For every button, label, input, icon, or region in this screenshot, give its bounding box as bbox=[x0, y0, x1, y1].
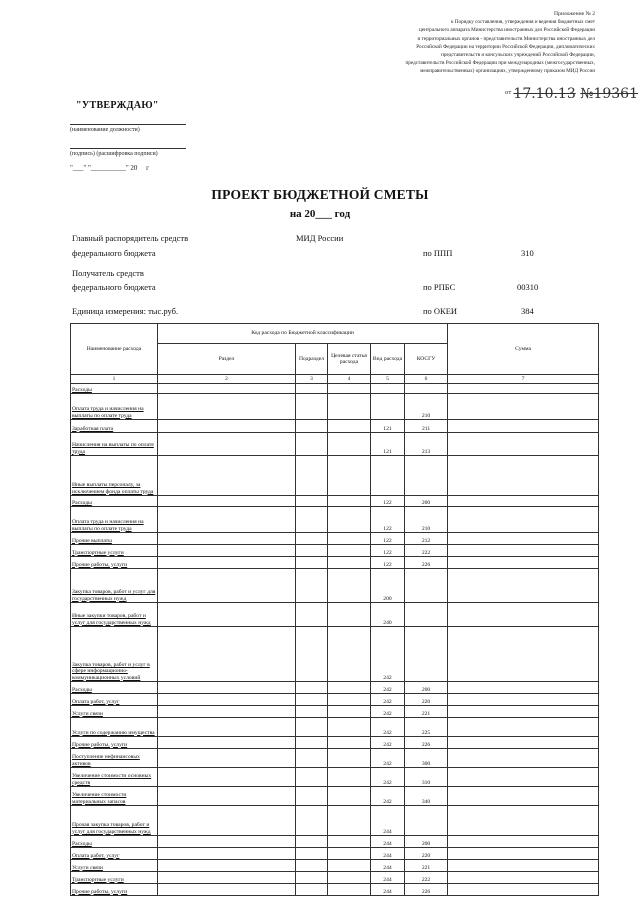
row-name-cell bbox=[71, 749, 158, 768]
row-name-cell bbox=[71, 627, 158, 682]
row-name-cell bbox=[71, 787, 158, 806]
row-subsection-cell bbox=[296, 507, 328, 533]
column-number: 7 bbox=[448, 375, 599, 384]
rpbs-label: по РПБС bbox=[423, 282, 456, 292]
row-sum-cell bbox=[448, 768, 599, 787]
row-kosgu-cell: 225 bbox=[405, 718, 448, 737]
row-kosgu-cell bbox=[405, 569, 448, 603]
row-kosgu-cell: 211 bbox=[405, 420, 448, 433]
row-target-cell bbox=[328, 836, 371, 848]
row-target-cell bbox=[328, 749, 371, 768]
row-expense-type-cell: 122 bbox=[371, 496, 405, 507]
row-sum-cell bbox=[448, 507, 599, 533]
row-sum-cell bbox=[448, 384, 599, 394]
header-kosgu: КОСГУ bbox=[405, 344, 448, 375]
recipient-label-2: федерального бюджета bbox=[72, 282, 156, 292]
row-expense-type-cell: 242 bbox=[371, 682, 405, 694]
row-name-cell bbox=[71, 533, 158, 545]
row-section-cell bbox=[158, 718, 296, 737]
row-section-cell bbox=[158, 848, 296, 860]
document-title: ПРОЕКТ БЮДЖЕТНОЙ СМЕТЫ bbox=[211, 187, 429, 202]
row-kosgu-cell: 340 bbox=[405, 787, 448, 806]
row-sum-cell bbox=[448, 848, 599, 860]
appendix-line: межправительственных) организациях, утвержденному приказом МИД России bbox=[420, 68, 595, 75]
table-row bbox=[71, 557, 599, 569]
row-target-cell bbox=[328, 737, 371, 749]
row-target-cell bbox=[328, 603, 371, 627]
row-subsection-cell bbox=[296, 706, 328, 718]
column-number: 3 bbox=[296, 375, 328, 384]
row-name-cell bbox=[71, 706, 158, 718]
row-sum-cell bbox=[448, 806, 599, 836]
row-sum-cell bbox=[448, 884, 599, 896]
order-date: 17.10.13 bbox=[513, 86, 576, 102]
row-section-cell bbox=[158, 456, 296, 496]
row-expense-type-cell: 240 bbox=[371, 603, 405, 627]
row-target-cell bbox=[328, 884, 371, 896]
column-number: 5 bbox=[371, 375, 405, 384]
signature-caption: (подпись) (расшифровка подписи) bbox=[70, 151, 158, 157]
table-row bbox=[71, 682, 599, 694]
row-name-text: Закупка товаров, работ и услуг в сфере информационно-коммуникационных условий bbox=[72, 661, 150, 681]
row-expense-type-cell: 242 bbox=[371, 749, 405, 768]
row-section-cell bbox=[158, 737, 296, 749]
table-row bbox=[71, 806, 599, 836]
row-kosgu-cell: 221 bbox=[405, 706, 448, 718]
row-sum-cell bbox=[448, 420, 599, 433]
row-expense-type-cell: 244 bbox=[371, 860, 405, 872]
row-name-cell bbox=[71, 768, 158, 787]
table-row bbox=[71, 884, 599, 896]
row-subsection-cell bbox=[296, 737, 328, 749]
row-name-text: Иные закупки товаров, работ и услуг для государственных нужд bbox=[72, 613, 151, 626]
row-name-text: Расходы bbox=[72, 386, 92, 393]
row-subsection-cell bbox=[296, 872, 328, 884]
row-subsection-cell bbox=[296, 496, 328, 507]
row-kosgu-cell bbox=[405, 603, 448, 627]
table-row bbox=[71, 545, 599, 557]
row-kosgu-cell: 212 bbox=[405, 533, 448, 545]
table-row bbox=[71, 787, 599, 806]
row-sum-cell bbox=[448, 872, 599, 884]
row-kosgu-cell bbox=[405, 806, 448, 836]
okei-label: по ОКЕИ bbox=[423, 306, 458, 316]
row-section-cell bbox=[158, 394, 296, 420]
row-target-cell bbox=[328, 496, 371, 507]
row-subsection-cell bbox=[296, 749, 328, 768]
row-sum-cell bbox=[448, 557, 599, 569]
row-expense-type-cell: 244 bbox=[371, 836, 405, 848]
row-name-cell bbox=[71, 884, 158, 896]
row-name-cell bbox=[71, 848, 158, 860]
approval-date-line: "___" "__________" 20 г bbox=[70, 164, 150, 172]
row-name-text: Прочие работы, услуги bbox=[72, 741, 128, 748]
table-row bbox=[71, 860, 599, 872]
row-subsection-cell bbox=[296, 860, 328, 872]
row-subsection-cell bbox=[296, 384, 328, 394]
row-expense-type-cell bbox=[371, 456, 405, 496]
row-kosgu-cell: 200 bbox=[405, 836, 448, 848]
row-section-cell bbox=[158, 706, 296, 718]
table-row bbox=[71, 737, 599, 749]
row-kosgu-cell bbox=[405, 456, 448, 496]
position-caption: (наименование должности) bbox=[70, 127, 140, 133]
row-name-text: Начисления на выплаты по оплате труда bbox=[72, 442, 154, 455]
row-name-cell bbox=[71, 384, 158, 394]
row-name-cell bbox=[71, 557, 158, 569]
table-row bbox=[71, 433, 599, 456]
row-sum-cell bbox=[448, 860, 599, 872]
row-section-cell bbox=[158, 836, 296, 848]
row-target-cell bbox=[328, 806, 371, 836]
row-name-cell bbox=[71, 420, 158, 433]
row-section-cell bbox=[158, 420, 296, 433]
row-subsection-cell bbox=[296, 569, 328, 603]
table-row bbox=[71, 507, 599, 533]
row-section-cell bbox=[158, 787, 296, 806]
table-row bbox=[71, 496, 599, 507]
row-kosgu-cell: 222 bbox=[405, 872, 448, 884]
row-name-text: Оплата работ, услуг bbox=[72, 852, 120, 859]
row-kosgu-cell: 226 bbox=[405, 884, 448, 896]
row-name-text: Заработная плата bbox=[72, 425, 114, 432]
row-name-text: Прочая закупка товаров, работ и услуг для государственных нужд bbox=[72, 822, 151, 835]
header-sum: Сумма bbox=[448, 324, 599, 375]
row-expense-type-cell: 121 bbox=[371, 420, 405, 433]
appendix-line: и территориальных органов - представительств Министерства иностранных дел bbox=[417, 35, 595, 42]
row-expense-type-cell bbox=[371, 384, 405, 394]
row-name-cell bbox=[71, 806, 158, 836]
table-row bbox=[71, 627, 599, 682]
row-name-text: Расходы bbox=[72, 499, 92, 506]
table-row bbox=[71, 533, 599, 545]
row-sum-cell bbox=[448, 694, 599, 706]
row-target-cell bbox=[328, 384, 371, 394]
row-name-cell bbox=[71, 872, 158, 884]
row-subsection-cell bbox=[296, 836, 328, 848]
row-expense-type-cell: 122 bbox=[371, 507, 405, 533]
row-target-cell bbox=[328, 433, 371, 456]
row-target-cell bbox=[328, 420, 371, 433]
row-name-text: Услуги связи bbox=[72, 864, 103, 871]
header-target: Целевая статья расхода bbox=[328, 344, 371, 375]
row-target-cell bbox=[328, 507, 371, 533]
row-name-text: Транспортные услуги bbox=[72, 876, 124, 883]
appendix-line: представительств и консульских учреждений Российской Федерации, bbox=[441, 52, 595, 59]
row-subsection-cell bbox=[296, 848, 328, 860]
row-section-cell bbox=[158, 682, 296, 694]
row-section-cell bbox=[158, 533, 296, 545]
header-code-group: Код расхода по Бюджетной классификации bbox=[158, 324, 448, 344]
row-kosgu-cell: 220 bbox=[405, 694, 448, 706]
appendix-header bbox=[330, 10, 595, 76]
row-target-cell bbox=[328, 394, 371, 420]
table-row bbox=[71, 768, 599, 787]
row-name-text: Закупка товаров, работ и услуг для государственных нужд bbox=[72, 589, 156, 602]
row-sum-cell bbox=[448, 569, 599, 603]
row-expense-type-cell: 122 bbox=[371, 557, 405, 569]
table-row bbox=[71, 384, 599, 394]
row-expense-type-cell: 242 bbox=[371, 627, 405, 682]
row-expense-type-cell: 242 bbox=[371, 718, 405, 737]
row-expense-type-cell: 244 bbox=[371, 872, 405, 884]
row-section-cell bbox=[158, 860, 296, 872]
row-expense-type-cell: 122 bbox=[371, 533, 405, 545]
appendix-line: Приложение № 2 bbox=[554, 11, 595, 17]
row-target-cell bbox=[328, 456, 371, 496]
row-sum-cell bbox=[448, 394, 599, 420]
row-target-cell bbox=[328, 848, 371, 860]
row-name-cell bbox=[71, 433, 158, 456]
table-row bbox=[71, 603, 599, 627]
appendix-line: центрального аппарата Министерства иностранных дел Российской Федерации bbox=[419, 27, 595, 34]
row-sum-cell bbox=[448, 787, 599, 806]
row-name-text: Услуги связи bbox=[72, 710, 103, 717]
approve-title: "УТВЕРЖДАЮ" bbox=[76, 100, 159, 111]
row-subsection-cell bbox=[296, 884, 328, 896]
row-section-cell bbox=[158, 384, 296, 394]
row-section-cell bbox=[158, 496, 296, 507]
ppp-label: по ППП bbox=[423, 248, 453, 258]
row-kosgu-cell: 210 bbox=[405, 507, 448, 533]
row-expense-type-cell: 242 bbox=[371, 787, 405, 806]
table-row bbox=[71, 749, 599, 768]
ppp-value: 310 bbox=[521, 248, 534, 258]
row-target-cell bbox=[328, 706, 371, 718]
table-row bbox=[71, 718, 599, 737]
row-name-cell bbox=[71, 507, 158, 533]
column-number: 4 bbox=[328, 375, 371, 384]
column-number-row bbox=[71, 375, 599, 384]
row-name-text: Увеличение стоимости основных средств bbox=[72, 773, 152, 786]
order-prefix: от bbox=[505, 90, 512, 96]
table-row bbox=[71, 836, 599, 848]
row-kosgu-cell: 310 bbox=[405, 768, 448, 787]
row-kosgu-cell: 220 bbox=[405, 848, 448, 860]
table-row bbox=[71, 420, 599, 433]
row-target-cell bbox=[328, 860, 371, 872]
row-subsection-cell bbox=[296, 768, 328, 787]
row-expense-type-cell: 242 bbox=[371, 768, 405, 787]
row-subsection-cell bbox=[296, 806, 328, 836]
row-name-text: Расходы bbox=[72, 840, 92, 847]
table-row bbox=[71, 694, 599, 706]
row-section-cell bbox=[158, 694, 296, 706]
table-row bbox=[71, 394, 599, 420]
row-name-text: Расходы bbox=[72, 686, 92, 693]
row-subsection-cell bbox=[296, 718, 328, 737]
row-name-cell bbox=[71, 836, 158, 848]
row-section-cell bbox=[158, 545, 296, 557]
header-section: Раздел bbox=[158, 344, 296, 375]
row-expense-type-cell: 242 bbox=[371, 706, 405, 718]
row-name-cell bbox=[71, 456, 158, 496]
row-name-cell bbox=[71, 737, 158, 749]
row-target-cell bbox=[328, 557, 371, 569]
row-name-text: Увеличение стоимости материальных запасов bbox=[72, 792, 127, 805]
row-sum-cell bbox=[448, 545, 599, 557]
row-subsection-cell bbox=[296, 533, 328, 545]
row-kosgu-cell: 213 bbox=[405, 433, 448, 456]
row-sum-cell bbox=[448, 603, 599, 627]
row-subsection-cell bbox=[296, 433, 328, 456]
row-name-cell bbox=[71, 603, 158, 627]
row-sum-cell bbox=[448, 737, 599, 749]
row-name-cell bbox=[71, 718, 158, 737]
row-sum-cell bbox=[448, 533, 599, 545]
budget-table-body bbox=[71, 384, 599, 896]
row-name-text: Прочие выплаты bbox=[72, 537, 112, 544]
row-name-text: Иные выплаты персоналу, за исключением фонда оплаты труда bbox=[72, 482, 154, 495]
row-name-text: Оплата труда и начисления на выплаты по оплате труда bbox=[72, 406, 144, 419]
unit-label: Единица измерения: тыс.руб. bbox=[72, 306, 179, 316]
row-target-cell bbox=[328, 569, 371, 603]
row-target-cell bbox=[328, 872, 371, 884]
row-expense-type-cell: 244 bbox=[371, 806, 405, 836]
row-expense-type-cell: 244 bbox=[371, 848, 405, 860]
column-number: 1 bbox=[71, 375, 158, 384]
main-manager-label-1: Главный распорядитель средств bbox=[72, 233, 189, 243]
row-sum-cell bbox=[448, 682, 599, 694]
row-name-text: Поступление нефинансовых активов bbox=[72, 754, 140, 767]
row-section-cell bbox=[158, 806, 296, 836]
table-row bbox=[71, 569, 599, 603]
row-name-cell bbox=[71, 860, 158, 872]
row-subsection-cell bbox=[296, 627, 328, 682]
row-section-cell bbox=[158, 749, 296, 768]
row-name-cell bbox=[71, 694, 158, 706]
document-year-line: на 20___ год bbox=[289, 208, 351, 220]
okei-value: 384 bbox=[521, 306, 534, 316]
rpbs-value: 00310 bbox=[517, 282, 539, 292]
row-kosgu-cell: 226 bbox=[405, 557, 448, 569]
header-name: Наименование расхода bbox=[71, 324, 158, 375]
order-number: 19361 bbox=[593, 86, 638, 102]
row-section-cell bbox=[158, 507, 296, 533]
row-sum-cell bbox=[448, 456, 599, 496]
table-row bbox=[71, 706, 599, 718]
header-expense-type: Вид расхода bbox=[371, 344, 405, 375]
row-section-cell bbox=[158, 627, 296, 682]
column-number: 6 bbox=[405, 375, 448, 384]
position-line bbox=[70, 124, 186, 125]
row-target-cell bbox=[328, 787, 371, 806]
row-name-text: Прочие работы, услуги bbox=[72, 561, 128, 568]
row-kosgu-cell: 300 bbox=[405, 749, 448, 768]
row-target-cell bbox=[328, 694, 371, 706]
main-manager-label-2: федерального бюджета bbox=[72, 248, 156, 258]
row-expense-type-cell: 242 bbox=[371, 694, 405, 706]
row-kosgu-cell: 210 bbox=[405, 394, 448, 420]
appendix-line: к Порядку составления, утверждения и ведения бюджетных смет bbox=[450, 19, 595, 26]
row-name-text: Услуги по содержанию имущества bbox=[72, 729, 155, 736]
row-kosgu-cell: 200 bbox=[405, 496, 448, 507]
row-name-text: Оплата труда и начисления на выплаты по оплате труда bbox=[72, 519, 144, 532]
order-number-sign: № bbox=[580, 86, 594, 102]
row-subsection-cell bbox=[296, 420, 328, 433]
row-sum-cell bbox=[448, 706, 599, 718]
row-sum-cell bbox=[448, 496, 599, 507]
row-section-cell bbox=[158, 433, 296, 456]
row-kosgu-cell: 221 bbox=[405, 860, 448, 872]
recipient-label-1: Получатель средств bbox=[72, 268, 144, 278]
row-expense-type-cell: 244 bbox=[371, 884, 405, 896]
row-name-cell bbox=[71, 682, 158, 694]
row-expense-type-cell: 121 bbox=[371, 433, 405, 456]
row-subsection-cell bbox=[296, 787, 328, 806]
row-sum-cell bbox=[448, 718, 599, 737]
row-target-cell bbox=[328, 768, 371, 787]
row-subsection-cell bbox=[296, 682, 328, 694]
main-manager-value: МИД России bbox=[296, 233, 344, 243]
row-kosgu-cell bbox=[405, 384, 448, 394]
row-target-cell bbox=[328, 627, 371, 682]
row-name-cell bbox=[71, 496, 158, 507]
row-target-cell bbox=[328, 718, 371, 737]
row-name-text: Прочие работы, услуги bbox=[72, 888, 128, 895]
row-section-cell bbox=[158, 603, 296, 627]
row-subsection-cell bbox=[296, 394, 328, 420]
table-row bbox=[71, 848, 599, 860]
row-expense-type-cell bbox=[371, 394, 405, 420]
table-row bbox=[71, 872, 599, 884]
row-section-cell bbox=[158, 569, 296, 603]
row-sum-cell bbox=[448, 836, 599, 848]
row-kosgu-cell bbox=[405, 627, 448, 682]
row-expense-type-cell: 200 bbox=[371, 569, 405, 603]
row-subsection-cell bbox=[296, 456, 328, 496]
row-section-cell bbox=[158, 768, 296, 787]
row-subsection-cell bbox=[296, 557, 328, 569]
row-section-cell bbox=[158, 557, 296, 569]
row-name-text: Оплата работ, услуг bbox=[72, 698, 120, 705]
row-target-cell bbox=[328, 545, 371, 557]
signature-line bbox=[70, 148, 186, 149]
row-subsection-cell bbox=[296, 603, 328, 627]
column-number: 2 bbox=[158, 375, 296, 384]
appendix-line: Российской Федерации на территории Российской Федерации, дипломатических bbox=[416, 43, 595, 50]
row-sum-cell bbox=[448, 749, 599, 768]
order-stamp bbox=[505, 86, 638, 102]
row-expense-type-cell: 122 bbox=[371, 545, 405, 557]
row-name-cell bbox=[71, 545, 158, 557]
row-expense-type-cell: 242 bbox=[371, 737, 405, 749]
row-target-cell bbox=[328, 682, 371, 694]
row-section-cell bbox=[158, 884, 296, 896]
row-sum-cell bbox=[448, 627, 599, 682]
appendix-line: представительств Российской Федерации при международных (межгосударственных, bbox=[405, 60, 595, 67]
budget-table bbox=[70, 323, 599, 896]
row-kosgu-cell: 226 bbox=[405, 737, 448, 749]
row-target-cell bbox=[328, 533, 371, 545]
row-kosgu-cell: 200 bbox=[405, 682, 448, 694]
row-section-cell bbox=[158, 872, 296, 884]
row-name-cell bbox=[71, 569, 158, 603]
row-kosgu-cell: 222 bbox=[405, 545, 448, 557]
row-sum-cell bbox=[448, 433, 599, 456]
row-subsection-cell bbox=[296, 694, 328, 706]
header-subsection: Подраздел bbox=[296, 344, 328, 375]
row-name-cell bbox=[71, 394, 158, 420]
row-subsection-cell bbox=[296, 545, 328, 557]
row-name-text: Транспортные услуги bbox=[72, 549, 124, 556]
table-row bbox=[71, 456, 599, 496]
